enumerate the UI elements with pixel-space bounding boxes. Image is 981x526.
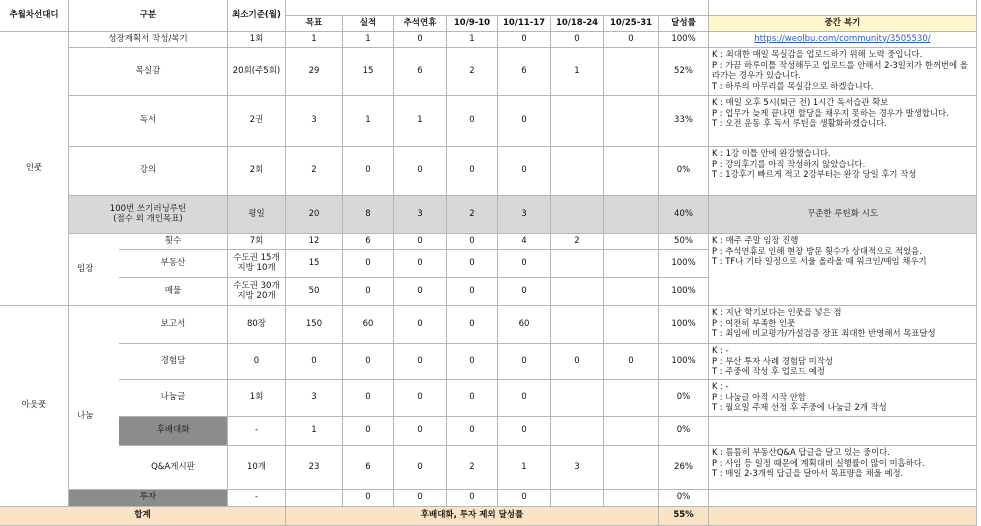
row-imjang-review[interactable]: K : 매주 주말 임장 진행 P : 추석연휴로 인해 현장 방문 횟수가 상대적으로 적었음. T : TF나 기타 일정으로 서울 올라올 때 워크인/매임 채우기: [709, 234, 977, 306]
row-imjang-count-w3[interactable]: 2: [551, 234, 604, 250]
row-investment-w2[interactable]: 0: [498, 490, 551, 507]
row-listing-actual[interactable]: 0: [343, 278, 394, 306]
row-sharing-post-label[interactable]: 나눔글: [119, 380, 228, 417]
row-report-w3[interactable]: [551, 306, 604, 344]
row-listing-target[interactable]: 50: [286, 278, 343, 306]
row-mok-rate[interactable]: 52%: [659, 48, 709, 96]
row-investment-chuseok[interactable]: 0: [394, 490, 447, 507]
row-experience-actual[interactable]: 0: [343, 344, 394, 380]
header-review[interactable]: 중간 복기: [709, 16, 977, 32]
footer-total-label[interactable]: 합계: [0, 507, 286, 526]
row-growth-plan-w3[interactable]: 0: [551, 32, 604, 48]
row-writing-w4[interactable]: [604, 196, 659, 234]
row-growth-plan-link[interactable]: https://weolbu.com/community/3505530/: [709, 32, 977, 48]
row-lecture-w4[interactable]: [604, 147, 659, 196]
row-reading-w1[interactable]: 0: [447, 96, 498, 147]
row-qa-w4[interactable]: [604, 446, 659, 490]
row-realestate-chuseok[interactable]: 0: [394, 250, 447, 278]
row-qa-rate[interactable]: 26%: [659, 446, 709, 490]
row-junior-talk-review[interactable]: [709, 417, 977, 446]
row-writing-chuseok[interactable]: 3: [394, 196, 447, 234]
row-investment-actual[interactable]: 0: [343, 490, 394, 507]
row-experience-chuseok[interactable]: 0: [394, 344, 447, 380]
row-writing-label[interactable]: 100번 쓰기러닝루틴 (점수 외 개인목표): [69, 196, 228, 234]
row-mok-w1[interactable]: 2: [447, 48, 498, 96]
row-sharing-post-review[interactable]: K : - P : 나눔글 아직 시작 안함 T : 월요일 주제 선정 후 주중에 나눔글 2개 작성: [709, 380, 977, 417]
row-lecture-min[interactable]: 2회: [228, 147, 286, 196]
header-actual[interactable]: 실적: [343, 16, 394, 32]
group-share[interactable]: 나눔: [69, 344, 228, 490]
row-experience-w3[interactable]: 0: [551, 344, 604, 380]
row-report-chuseok[interactable]: 0: [394, 306, 447, 344]
row-imjang-count-min[interactable]: 7회: [228, 234, 286, 250]
row-mok-target[interactable]: 29: [286, 48, 343, 96]
row-experience-target[interactable]: 0: [286, 344, 343, 380]
row-lecture-label[interactable]: 강의: [69, 147, 228, 196]
row-listing-w2[interactable]: 0: [498, 278, 551, 306]
row-investment-rate[interactable]: 0%: [659, 490, 709, 507]
row-junior-talk-w2[interactable]: 0: [498, 417, 551, 446]
row-growth-plan-min[interactable]: 1회: [228, 32, 286, 48]
row-investment-target[interactable]: [286, 490, 343, 507]
row-report-review[interactable]: K : 지난 학기보다는 인풋을 넣은 점 P : 여전히 부족한 인풋 T : 최임에 비교평가/가설검증 장표 최대한 반영해서 목표달성: [709, 306, 977, 344]
row-realestate-actual[interactable]: 0: [343, 250, 394, 278]
row-imjang-count-rate[interactable]: 50%: [659, 234, 709, 250]
row-junior-talk-min[interactable]: -: [228, 417, 286, 446]
row-qa-w1[interactable]: 2: [447, 446, 498, 490]
row-reading-w2[interactable]: 0: [498, 96, 551, 147]
row-listing-rate[interactable]: 100%: [659, 278, 709, 306]
row-report-w4[interactable]: [604, 306, 659, 344]
row-reading-label[interactable]: 독서: [69, 96, 228, 147]
row-experience-review[interactable]: K : - P : 부산 투자 사례 경험담 미작성 T : 주중에 작성 후 업로드 예정: [709, 344, 977, 380]
row-junior-talk-w4[interactable]: [604, 417, 659, 446]
row-reading-w3[interactable]: [551, 96, 604, 147]
header-blank: [286, 0, 709, 16]
row-sharing-post-actual[interactable]: 0: [343, 380, 394, 417]
header-target[interactable]: 목표: [286, 16, 343, 32]
row-junior-talk-target[interactable]: 1: [286, 417, 343, 446]
row-reading-review[interactable]: K : 매일 오후 5시(퇴근 전) 1시간 독서습관 확보 P : 업무가 늦게 끝나면 할당을 채우지 못하는 경우가 발생합니다. T : 오전 운동 후 독서 루틴을 생활화하겠습니다.: [709, 96, 977, 147]
row-reading-actual[interactable]: 1: [343, 96, 394, 147]
row-qa-min[interactable]: 10개: [228, 446, 286, 490]
header-week-3[interactable]: 10/18-24: [551, 16, 604, 32]
row-imjang-count-chuseok[interactable]: 0: [394, 234, 447, 250]
row-sharing-post-min[interactable]: 1회: [228, 380, 286, 417]
row-investment-w1[interactable]: 0: [447, 490, 498, 507]
row-report-w2[interactable]: 60: [498, 306, 551, 344]
row-imjang-count-target[interactable]: 12: [286, 234, 343, 250]
row-writing-rate[interactable]: 40%: [659, 196, 709, 234]
row-reading-w4[interactable]: [604, 96, 659, 147]
row-experience-w4[interactable]: 0: [604, 344, 659, 380]
row-qa-review[interactable]: K : 틈틈히 부동산Q&A 답글을 달고 있는 중이다. P : 사임 등 일정 때문에 계획대비 실행률이 많이 미흡하다. T : 매일 2-3개씩 답글을 달아서 목표량을 채울 예정.: [709, 446, 977, 490]
row-writing-w3[interactable]: [551, 196, 604, 234]
row-experience-rate[interactable]: 100%: [659, 344, 709, 380]
row-junior-talk-w1[interactable]: 0: [447, 417, 498, 446]
row-imjang-count-w4[interactable]: [604, 234, 659, 250]
row-sharing-post-target[interactable]: 3: [286, 380, 343, 417]
row-mok-label[interactable]: 목실감: [69, 48, 228, 96]
row-qa-actual[interactable]: 6: [343, 446, 394, 490]
row-lecture-actual[interactable]: 0: [343, 147, 394, 196]
header-month-team[interactable]: 추월차선대디: [0, 0, 69, 32]
row-experience-w1[interactable]: 0: [447, 344, 498, 380]
row-qa-target[interactable]: 23: [286, 446, 343, 490]
footer-total-review[interactable]: [709, 507, 977, 526]
row-sharing-post-w3[interactable]: [551, 380, 604, 417]
row-mok-chuseok[interactable]: 6: [394, 48, 447, 96]
footer-total-rate[interactable]: 55%: [659, 507, 709, 526]
row-realestate-w4[interactable]: [604, 250, 659, 278]
row-growth-plan-w1[interactable]: 1: [447, 32, 498, 48]
row-report-actual[interactable]: 60: [343, 306, 394, 344]
row-growth-plan-chuseok[interactable]: 0: [394, 32, 447, 48]
row-experience-min[interactable]: 0: [228, 344, 286, 380]
row-growth-plan-rate[interactable]: 100%: [659, 32, 709, 48]
row-experience-label[interactable]: 경험담: [119, 344, 228, 380]
header-min-standard[interactable]: 최소기준(월): [228, 0, 286, 32]
row-junior-talk-chuseok[interactable]: 0: [394, 417, 447, 446]
footer-total-note[interactable]: 후배대화, 투자 제외 달성률: [286, 507, 659, 526]
row-imjang-count-label[interactable]: 횟수: [119, 234, 228, 250]
row-investment-w4[interactable]: [604, 490, 659, 507]
row-growth-plan-label[interactable]: 성장계획서 작성/복기: [69, 32, 228, 48]
row-imjang-count-w2[interactable]: 4: [498, 234, 551, 250]
row-writing-actual[interactable]: 8: [343, 196, 394, 234]
row-mok-min[interactable]: 20회(주5회): [228, 48, 286, 96]
group-imjang[interactable]: 임장: [69, 234, 228, 306]
row-qa-chuseok[interactable]: 0: [394, 446, 447, 490]
row-sharing-post-w2[interactable]: 0: [498, 380, 551, 417]
row-sharing-post-w1[interactable]: 0: [447, 380, 498, 417]
row-reading-min[interactable]: 2권: [228, 96, 286, 147]
row-experience-w2[interactable]: 0: [498, 344, 551, 380]
row-imjang-count-w1[interactable]: 0: [447, 234, 498, 250]
row-junior-talk-label[interactable]: 후배대화: [119, 417, 228, 446]
row-mok-w4[interactable]: [604, 48, 659, 96]
row-junior-talk-rate[interactable]: 0%: [659, 417, 709, 446]
row-writing-target[interactable]: 20: [286, 196, 343, 234]
row-imjang-count-actual[interactable]: 6: [343, 234, 394, 250]
row-listing-w3[interactable]: [551, 278, 604, 306]
row-report-w1[interactable]: 0: [447, 306, 498, 344]
row-writing-w2[interactable]: 3: [498, 196, 551, 234]
row-lecture-rate[interactable]: 0%: [659, 147, 709, 196]
row-listing-w1[interactable]: 0: [447, 278, 498, 306]
row-growth-plan-target[interactable]: 1: [286, 32, 343, 48]
row-sharing-post-w4[interactable]: [604, 380, 659, 417]
row-mok-actual[interactable]: 15: [343, 48, 394, 96]
row-growth-plan-actual[interactable]: 1: [343, 32, 394, 48]
group-output[interactable]: 아웃풋: [0, 306, 69, 507]
row-investment-min[interactable]: -: [228, 490, 286, 507]
row-realestate-w3[interactable]: [551, 250, 604, 278]
row-report-target[interactable]: 150: [286, 306, 343, 344]
row-junior-talk-w3[interactable]: [551, 417, 604, 446]
row-mok-review[interactable]: K : 최대한 매일 목실감을 업로드하기 위해 노력 중입니다. P : 가끔 하루이틀 작성해두고 업로드를 안해서 2-3일치가 한꺼번에 올라가는 경우가 있습니다. T : 하루의 마무리를 목실감으로 하겠습니다.: [709, 48, 977, 96]
row-lecture-w2[interactable]: 0: [498, 147, 551, 196]
row-listing-w4[interactable]: [604, 278, 659, 306]
row-junior-talk-actual[interactable]: 0: [343, 417, 394, 446]
row-realestate-label[interactable]: 부동산: [119, 250, 228, 278]
row-lecture-w3[interactable]: [551, 147, 604, 196]
row-realestate-w2[interactable]: 0: [498, 250, 551, 278]
row-investment-review[interactable]: [709, 490, 977, 507]
row-listing-chuseok[interactable]: 0: [394, 278, 447, 306]
row-growth-plan-w2[interactable]: 0: [498, 32, 551, 48]
row-lecture-target[interactable]: 2: [286, 147, 343, 196]
row-mok-w2[interactable]: 6: [498, 48, 551, 96]
row-writing-w1[interactable]: 2: [447, 196, 498, 234]
row-writing-min[interactable]: 평일: [228, 196, 286, 234]
row-realestate-rate[interactable]: 100%: [659, 250, 709, 278]
row-sharing-post-chuseok[interactable]: 0: [394, 380, 447, 417]
row-realestate-w1[interactable]: 0: [447, 250, 498, 278]
row-growth-plan-w4[interactable]: 0: [604, 32, 659, 48]
row-listing-min[interactable]: 수도권 30개 지방 20개: [228, 278, 286, 306]
row-qa-label[interactable]: Q&A게시판: [119, 446, 228, 490]
row-qa-w2[interactable]: 1: [498, 446, 551, 490]
row-report-label[interactable]: 보고서: [119, 306, 228, 344]
row-sharing-post-rate[interactable]: 0%: [659, 380, 709, 417]
group-input[interactable]: 인풋: [0, 32, 69, 306]
row-lecture-review[interactable]: K : 1강 이틀 안에 완강했습니다. P : 강의후기를 아직 작성하지 않았습니다. T : 1강후기 빠르게 적고 2강부터는 완강 당일 후기 작성: [709, 147, 977, 196]
header-week-4[interactable]: 10/25-31: [604, 16, 659, 32]
row-reading-chuseok[interactable]: 1: [394, 96, 447, 147]
header-week-1[interactable]: 10/9-10: [447, 16, 498, 32]
row-writing-review[interactable]: 꾸준한 루틴화 시도: [709, 196, 977, 234]
row-report-rate[interactable]: 100%: [659, 306, 709, 344]
header-blank-review: [709, 0, 977, 16]
header-week-2[interactable]: 10/11-17: [498, 16, 551, 32]
row-lecture-chuseok[interactable]: 0: [394, 147, 447, 196]
row-realestate-target[interactable]: 15: [286, 250, 343, 278]
row-reading-target[interactable]: 3: [286, 96, 343, 147]
row-investment-label[interactable]: 투자: [69, 490, 228, 507]
row-reading-rate[interactable]: 33%: [659, 96, 709, 147]
row-lecture-w1[interactable]: 0: [447, 147, 498, 196]
row-qa-w3[interactable]: 3: [551, 446, 604, 490]
row-listing-label[interactable]: 매물: [119, 278, 228, 306]
header-rate[interactable]: 달성률: [659, 16, 709, 32]
header-category[interactable]: 구분: [69, 0, 228, 32]
row-investment-w3[interactable]: [551, 490, 604, 507]
header-chuseok[interactable]: 추석연휴: [394, 16, 447, 32]
row-mok-w3[interactable]: 1: [551, 48, 604, 96]
row-report-min[interactable]: 80장: [228, 306, 286, 344]
row-realestate-min[interactable]: 수도권 15개 지방 10개: [228, 250, 286, 278]
